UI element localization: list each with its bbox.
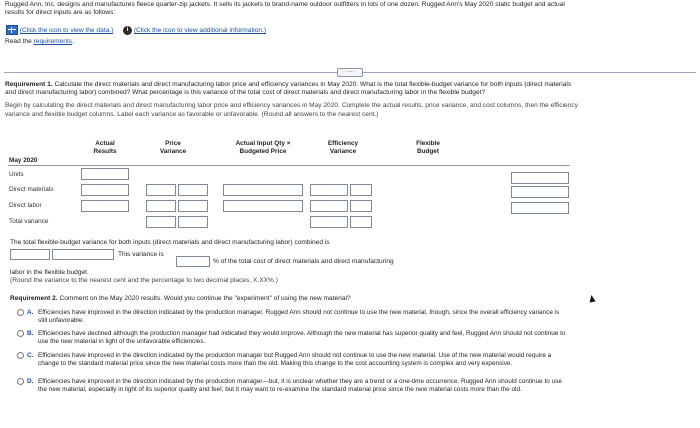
row-label-units: Units	[9, 171, 24, 178]
requirement-1	[5, 81, 695, 119]
read-requirements-row: Read the requirements.	[5, 38, 74, 45]
intro-line-2: results for direct inputs are as follows:	[5, 9, 116, 17]
rounding-note: (Round the variance to the nearest cent and the percentage to two decimal places, X.XX%.)	[10, 277, 278, 284]
dm-efficiency-variance-label-select[interactable]	[350, 184, 372, 196]
dl-price-variance-label-select[interactable]	[178, 200, 208, 212]
this-variance-is-label: This variance is	[118, 251, 164, 258]
option-d-line-1: Efficiencies have improved in the direction indicated by the production manager—but, it is unclear whether they are a trend or a one-time occurrence. Rugged Ann should continue to use	[38, 378, 562, 385]
option-c-line-1: Efficiencies have improved in the direction indicated by the production manager but Rugged Ann should not continue to use the new material. Use of the new material would require a	[38, 352, 552, 359]
total-price-variance-label-select[interactable]	[178, 216, 208, 228]
col-flexible-budget-header: Flexible Budget	[416, 140, 440, 155]
requirement-2-prompt	[10, 295, 351, 303]
read-requirements-link[interactable]: requirements	[33, 38, 73, 45]
col-actual-results-header: Actual Results	[93, 140, 117, 155]
combined-variance-input[interactable]	[10, 249, 50, 260]
option-b-line-2: use the new material in light of the unfavorable efficiencies.	[38, 338, 206, 345]
option-a-line-1: Efficiencies have improved in the direction indicated by the production manager. Rugged Ann should not continue to use the new material, though, since the overall efficiency variance is	[38, 309, 560, 316]
req2-heading: Requirement 2.	[10, 295, 58, 302]
intro-line-1: Rugged Ann, Inc. designs and manufactures fleece quarter-zip jackets. It sells its jackets to brand-name outdoor outfitters in lots of one dozen. Rugged Ann's May 2020 static budget and actual	[5, 1, 565, 8]
mouse-cursor-icon	[588, 295, 595, 303]
option-d-radio[interactable]	[17, 378, 24, 385]
data-link-row	[6, 25, 266, 35]
option-b[interactable]	[17, 330, 692, 346]
req1-line-2: and direct manufacturing labor) combined? What percentage is this variance of the total cost of direct materials and direct manufacturing labor in the flexible budget?	[5, 89, 486, 97]
req1-begin-1: Begin by calculating the direct materials and direct manufacturing labor price and efficiency variances in May 2020. Complete the actual results, price variance, and cost columns, then the efficiency	[5, 102, 578, 110]
expand-more-button[interactable]: ·····	[337, 68, 363, 77]
percentage-suffix-text: % of the total cost of direct materials and direct manufacturing	[213, 258, 394, 265]
row-label-direct-materials: Direct materials	[9, 186, 54, 193]
option-a-line-2: still unfavorable.	[38, 317, 85, 324]
row-label-total-variance: Total variance	[9, 218, 49, 225]
option-a[interactable]	[17, 309, 692, 325]
month-header: May 2020	[9, 157, 38, 164]
option-c[interactable]	[17, 352, 692, 368]
labor-flexible-budget-text: labor in the flexible budget.	[10, 269, 89, 276]
option-c-line-2: change to the standard material price since the new material costs more than the old. Making this change to the cost accounting system is complex and very expensive.	[38, 360, 513, 367]
row-label-direct-labor: Direct labor	[9, 202, 42, 209]
option-a-radio[interactable]	[17, 309, 24, 316]
dl-efficiency-variance-label-select[interactable]	[350, 200, 372, 212]
dl-efficiency-variance-input[interactable]	[310, 200, 348, 212]
view-info-link[interactable]: (Click the icon to view additional information.)	[133, 26, 267, 34]
percentage-input[interactable]	[176, 256, 210, 267]
dl-actual-input[interactable]	[81, 200, 129, 212]
col-efficiency-variance-header: Efficiency Variance	[327, 140, 359, 155]
option-d[interactable]	[17, 378, 692, 394]
option-c-radio[interactable]	[17, 352, 24, 359]
req1-begin-2: variance and flexible budget columns. Label each variance as favorable or unfavorable. (Round all answers to the nearest cent.)	[5, 110, 379, 118]
col-actual-input-header: Actual Input Qty × Budgeted Price	[235, 140, 291, 155]
dl-price-variance-input[interactable]	[146, 200, 176, 212]
dl-actual-input-qty-input[interactable]	[223, 200, 303, 212]
combined-variance-text: The total flexible-budget variance for both inputs (direct materials and direct manufacturing labor) combined is	[10, 239, 330, 246]
info-icon[interactable]: i	[123, 26, 132, 35]
dm-price-variance-label-select[interactable]	[178, 184, 208, 196]
combined-variance-label-select[interactable]	[52, 249, 114, 260]
dm-price-variance-input[interactable]	[146, 184, 176, 196]
units-actual-input[interactable]	[81, 168, 129, 180]
option-b-radio[interactable]	[17, 330, 24, 337]
units-flexible-budget-input[interactable]	[511, 172, 569, 184]
intro-text	[5, 1, 695, 17]
req1-line-1: Requirement 1. Calculate the direct materials and direct manufacturing labor price and efficiency variances in May 2020. What is the total flexible-budget variance for both inputs (direct materials	[5, 81, 572, 88]
total-efficiency-variance-label-select[interactable]	[350, 216, 372, 228]
view-data-link[interactable]: (Click the icon to view the data.)	[19, 26, 114, 34]
dm-efficiency-variance-input[interactable]	[310, 184, 348, 196]
option-b-line-1: Efficiencies have declined although the production manager had indicated they would improve. Although the new material has superior quality and feel, Rugged Ann should not continue to	[38, 330, 566, 337]
total-efficiency-variance-input[interactable]	[310, 216, 348, 228]
option-a-letter: A.	[27, 309, 34, 316]
option-d-line-2: the new material, especially in light of its superior quality and feel; but it may want to re-examine the standard material price since the new material costs more than the old.	[38, 386, 522, 393]
option-c-letter: C.	[27, 352, 34, 359]
option-b-letter: B.	[27, 330, 34, 337]
dl-flexible-budget-input[interactable]	[511, 202, 569, 214]
total-price-variance-input[interactable]	[146, 216, 176, 228]
dm-actual-input[interactable]	[81, 184, 129, 196]
option-d-letter: D.	[27, 378, 34, 385]
dm-actual-input-qty-input[interactable]	[223, 184, 303, 196]
col-price-variance-header: Price Variance	[159, 140, 187, 155]
dm-flexible-budget-input[interactable]	[511, 186, 569, 198]
table-data-icon[interactable]	[6, 25, 18, 35]
header-rule	[8, 165, 570, 166]
req2-question: Comment on the May 2020 results. Would you continue the "experiment" of using the new material?	[57, 295, 351, 302]
